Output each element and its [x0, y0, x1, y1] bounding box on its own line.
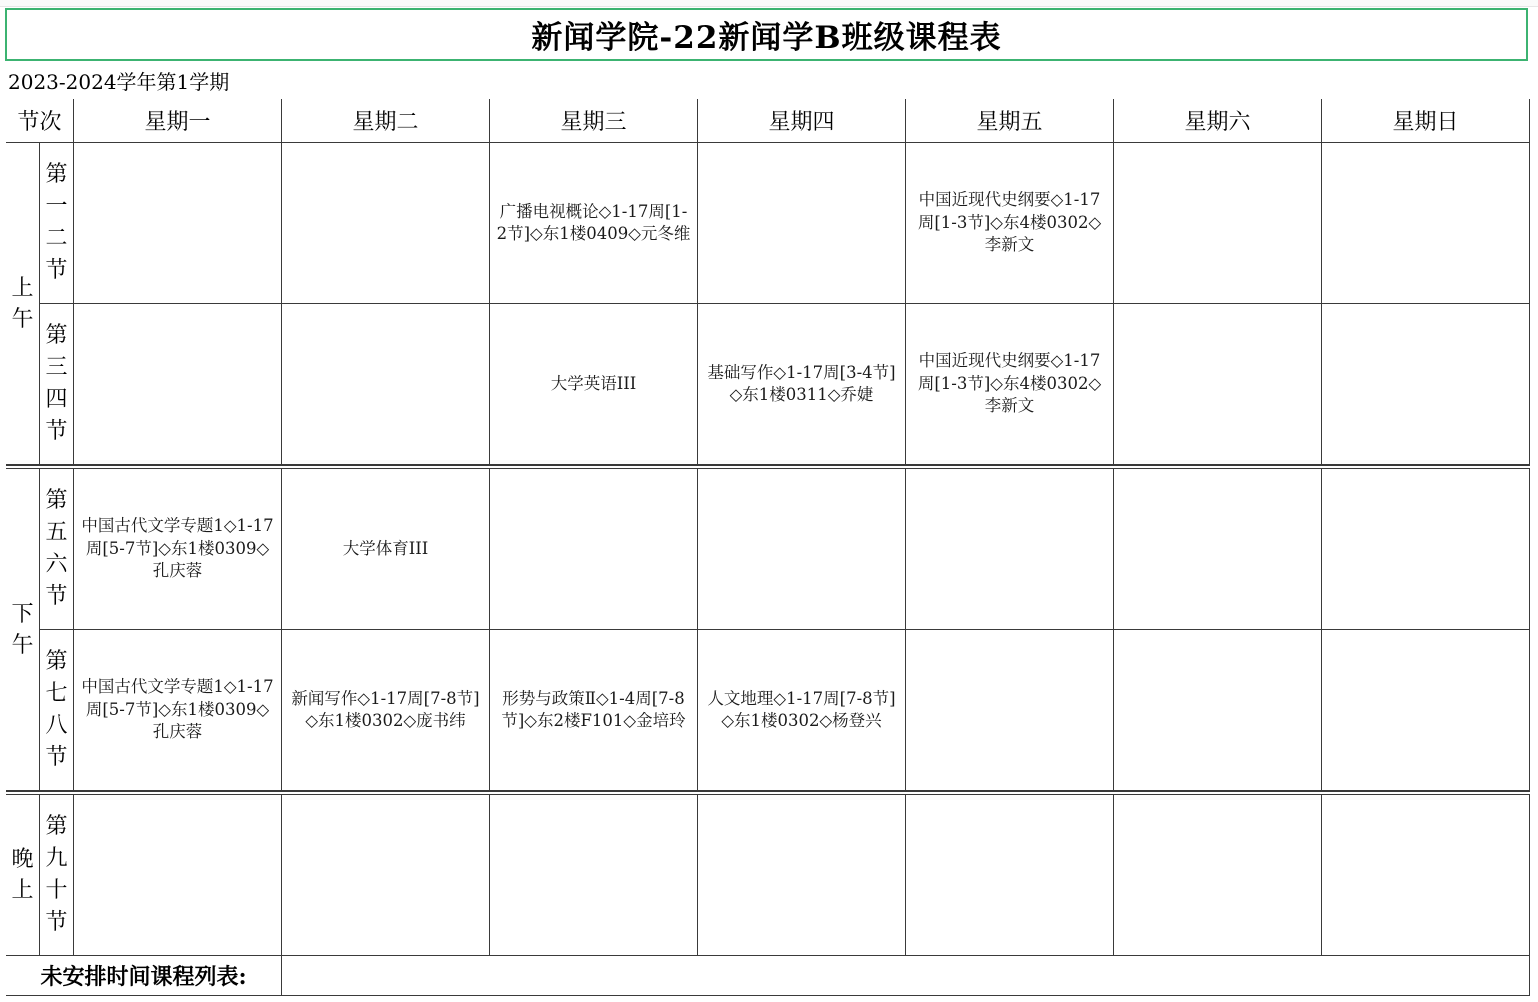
- slot-label: 第九十节: [45, 814, 68, 935]
- course-cell[interactable]: 大学体育III: [282, 469, 490, 630]
- slot-cell[interactable]: [40, 795, 74, 956]
- page-title: 新闻学院-22新闻学B班级课程表: [531, 20, 1002, 56]
- title-cell[interactable]: [5, 8, 1528, 61]
- course-cell[interactable]: [490, 469, 698, 630]
- unscheduled-courses-label[interactable]: 未安排时间课程列表:: [6, 956, 282, 996]
- semester-label: 2023-2024学年第1学期: [8, 70, 230, 94]
- timetable-grid: [6, 99, 1530, 996]
- top-strip: [0, 0, 1538, 7]
- course-cell[interactable]: 大学英语III: [490, 304, 698, 465]
- course-cell[interactable]: [74, 304, 282, 465]
- course-cell[interactable]: [282, 795, 490, 956]
- slot-label: 第一二节: [45, 162, 68, 283]
- period-label: 下午: [11, 601, 34, 658]
- course-cell[interactable]: [490, 795, 698, 956]
- slot-label: 第三四节: [45, 323, 68, 444]
- course-cell[interactable]: [698, 143, 906, 304]
- course-cell[interactable]: 中国古代文学专题1◇1-17周[5-7节]◇东1楼0309◇孔庆蓉: [74, 469, 282, 630]
- course-cell[interactable]: [1114, 795, 1322, 956]
- slot-cell[interactable]: [40, 143, 74, 304]
- course-cell[interactable]: [1322, 143, 1530, 304]
- period-cell-afternoon[interactable]: [6, 469, 40, 791]
- period-cell-evening[interactable]: [6, 795, 40, 956]
- course-cell[interactable]: [282, 143, 490, 304]
- course-cell[interactable]: [74, 795, 282, 956]
- course-cell[interactable]: [906, 795, 1114, 956]
- course-cell[interactable]: [282, 304, 490, 465]
- course-cell[interactable]: 中国古代文学专题1◇1-17周[5-7节]◇东1楼0309◇孔庆蓉: [74, 630, 282, 791]
- course-cell[interactable]: 人文地理◇1-17周[7-8节]◇东1楼0302◇杨登兴: [698, 630, 906, 791]
- course-cell[interactable]: [1114, 304, 1322, 465]
- section-divider: [6, 791, 1530, 795]
- course-cell[interactable]: [1322, 795, 1530, 956]
- unscheduled-courses-value[interactable]: [282, 956, 1530, 996]
- course-cell[interactable]: 中国近现代史纲要◇1-17周[1-3节]◇东4楼0302◇李新文: [906, 143, 1114, 304]
- header-day-cell[interactable]: 星期六: [1114, 99, 1322, 143]
- course-cell[interactable]: [74, 143, 282, 304]
- slot-cell[interactable]: [40, 304, 74, 465]
- course-cell[interactable]: [906, 469, 1114, 630]
- slot-label: 第七八节: [45, 649, 68, 770]
- course-cell[interactable]: 新闻写作◇1-17周[7-8节]◇东1楼0302◇庞书纬: [282, 630, 490, 791]
- header-corner-cell[interactable]: 节次: [6, 99, 74, 143]
- period-cell-morning[interactable]: [6, 143, 40, 465]
- header-day-cell[interactable]: 星期一: [74, 99, 282, 143]
- header-day-cell[interactable]: 星期三: [490, 99, 698, 143]
- course-cell[interactable]: [1114, 143, 1322, 304]
- course-cell[interactable]: [906, 630, 1114, 791]
- slot-cell[interactable]: [40, 469, 74, 630]
- header-day-cell[interactable]: 星期五: [906, 99, 1114, 143]
- slot-label: 第五六节: [45, 488, 68, 609]
- course-cell[interactable]: [698, 795, 906, 956]
- header-day-cell[interactable]: 星期二: [282, 99, 490, 143]
- course-cell[interactable]: [1114, 630, 1322, 791]
- section-divider: [6, 465, 1530, 469]
- course-cell[interactable]: [1322, 304, 1530, 465]
- course-cell[interactable]: 广播电视概论◇1-17周[1-2节]◇东1楼0409◇元冬维: [490, 143, 698, 304]
- course-cell[interactable]: 形势与政策Ⅱ◇1-4周[7-8节]◇东2楼F101◇金培玲: [490, 630, 698, 791]
- course-cell[interactable]: [1322, 630, 1530, 791]
- header-day-cell[interactable]: 星期四: [698, 99, 906, 143]
- course-cell[interactable]: [698, 469, 906, 630]
- period-label: 晚上: [11, 847, 34, 903]
- header-day-cell[interactable]: 星期日: [1322, 99, 1530, 143]
- slot-cell[interactable]: [40, 630, 74, 791]
- course-cell[interactable]: [1322, 469, 1530, 630]
- course-cell[interactable]: 基础写作◇1-17周[3-4节]◇东1楼0311◇乔婕: [698, 304, 906, 465]
- course-cell[interactable]: 中国近现代史纲要◇1-17周[1-3节]◇东4楼0302◇李新文: [906, 304, 1114, 465]
- period-label: 上午: [11, 275, 34, 332]
- course-cell[interactable]: [1114, 469, 1322, 630]
